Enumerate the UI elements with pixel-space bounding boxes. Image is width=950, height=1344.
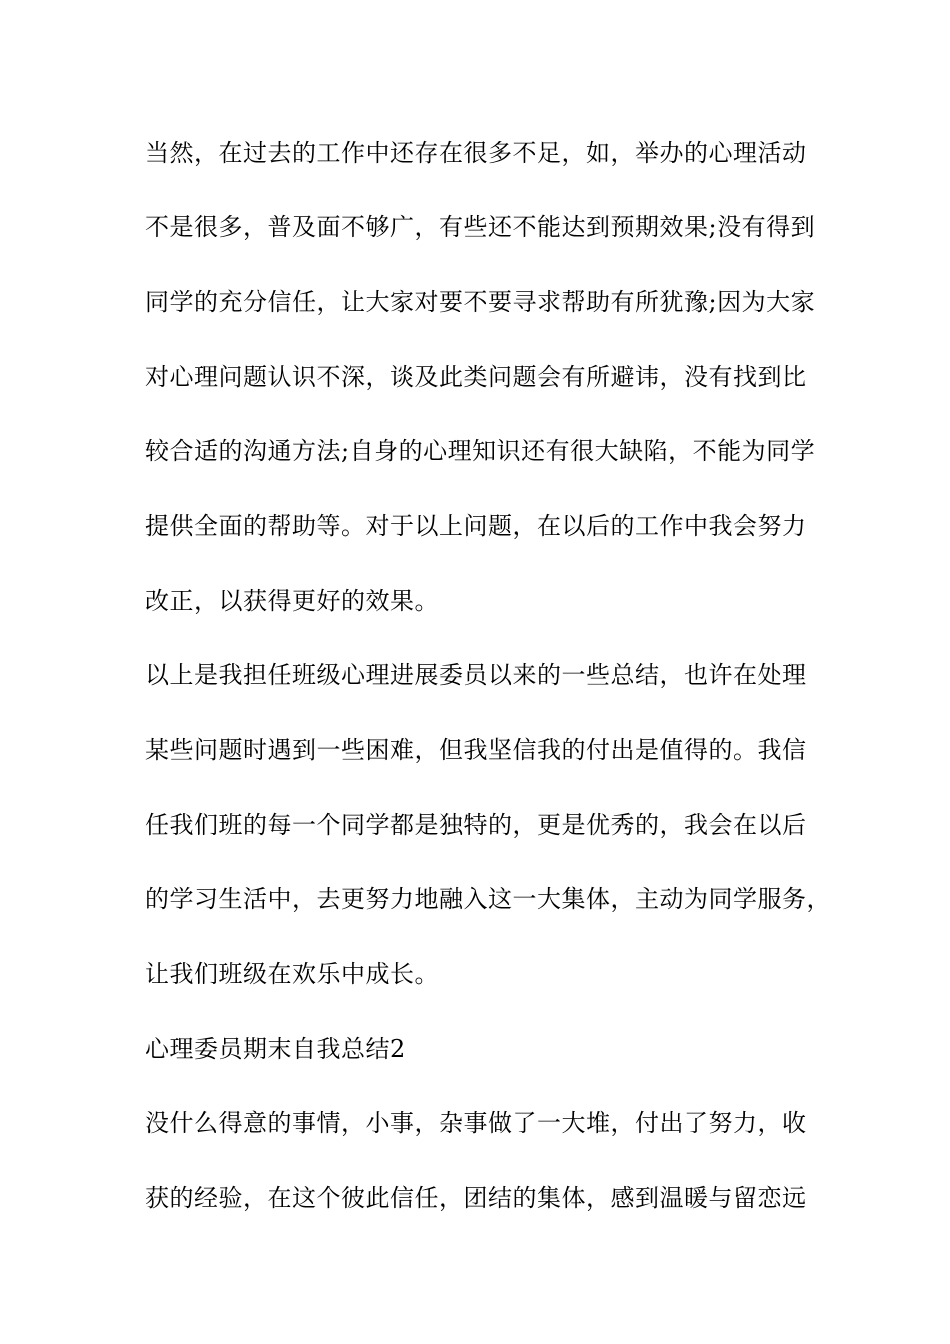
paragraph-line: 不是很多，普及面不够广，有些还不能达到预期效果;没有得到	[145, 213, 816, 241]
paragraph-line: 对心理问题认识不深，谈及此类问题会有所避讳，没有找到比	[145, 363, 807, 391]
paragraph-line: 的学习生活中，去更努力地融入这一大集体，主动为同学服务，	[145, 885, 831, 913]
paragraph-line: 获的经验，在这个彼此信任，团结的集体，感到温暖与留恋远	[145, 1184, 807, 1212]
paragraph-line: 较合适的沟通方法;自身的心理知识还有很大缺陷，不能为同学	[145, 437, 816, 465]
paragraph-line: 改正，以获得更好的效果。	[145, 587, 439, 615]
paragraph-line: 同学的充分信任，让大家对要不要寻求帮助有所犹豫;因为大家	[145, 288, 816, 316]
paragraph-line: 提供全面的帮助等。对于以上问题，在以后的工作中我会努力	[145, 512, 807, 540]
paragraph-line: 当然，在过去的工作中还存在很多不足，如，举办的心理活动	[145, 139, 807, 167]
paragraph-line: 以上是我担任班级心理进展委员以来的一些总结，也许在处理	[145, 661, 807, 689]
paragraph-line: 让我们班级在欢乐中成长。	[145, 960, 439, 988]
paragraph-line: 某些问题时遇到一些困难，但我坚信我的付出是值得的。我信	[145, 736, 807, 764]
section-heading: 心理委员期末自我总结2	[145, 1035, 406, 1063]
paragraph-line: 任我们班的每一个同学都是独特的，更是优秀的，我会在以后	[145, 811, 807, 839]
paragraph-line: 没什么得意的事情，小事，杂事做了一大堆，付出了努力，收	[145, 1109, 807, 1137]
